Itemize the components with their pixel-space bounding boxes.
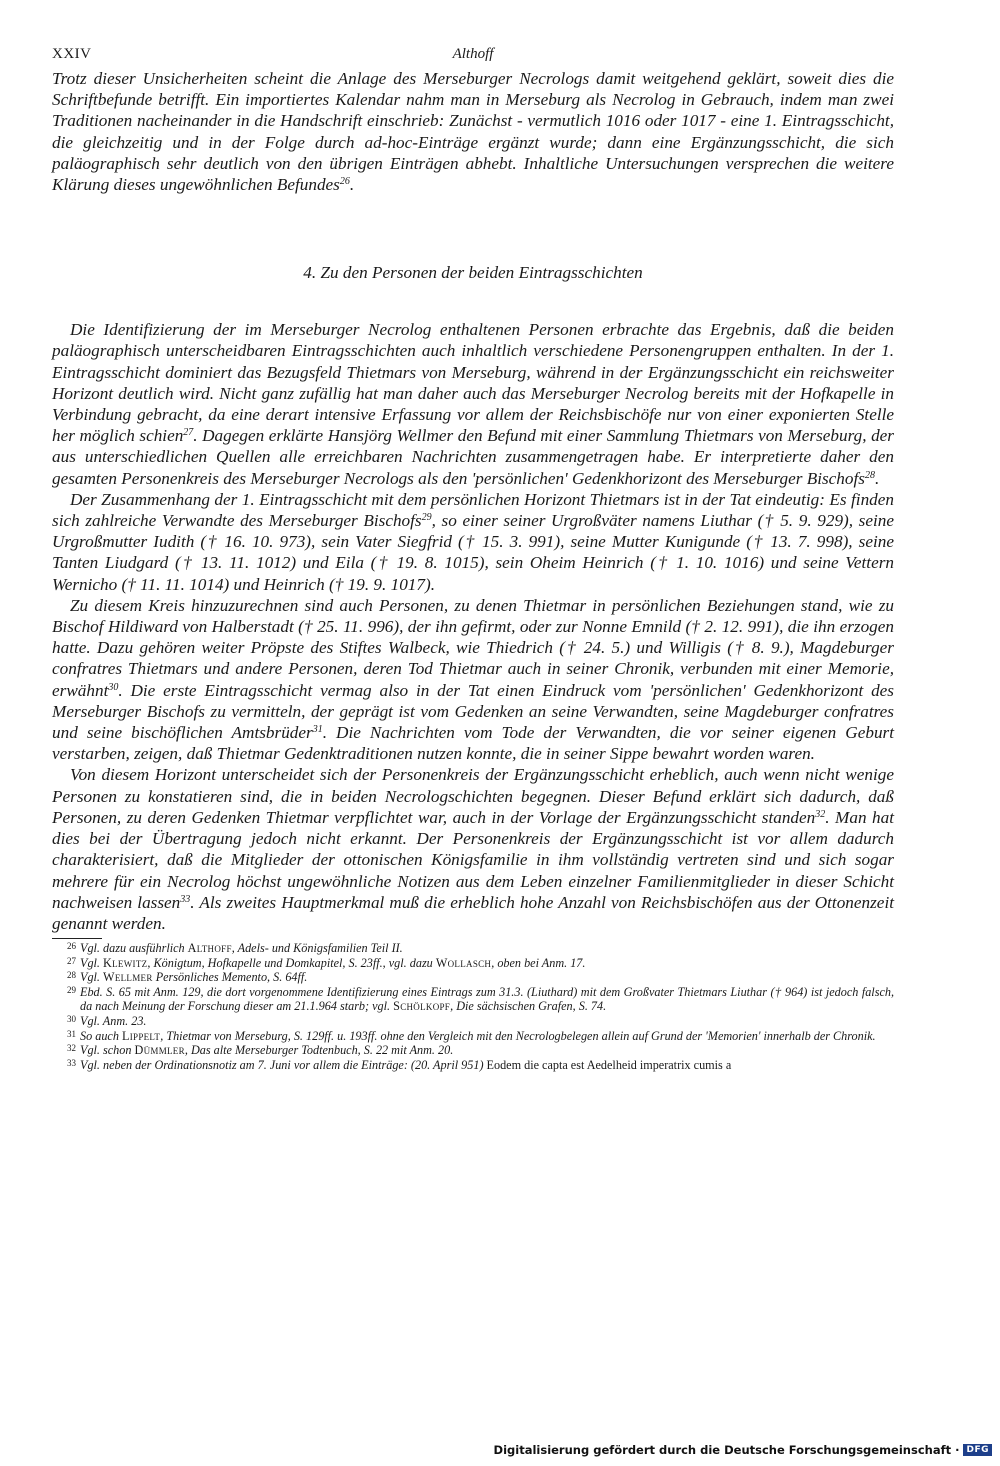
footnote: 27 Vgl. Klewitz, Königtum, Hofkapelle und Domkapitel, S. 23ff., vgl. dazu Wollasch, oben bei Anm. 17. bbox=[67, 955, 586, 970]
footnote-divider bbox=[52, 938, 102, 939]
page bbox=[52, 46, 894, 1072]
footnote: 30 Vgl. Anm. 23. bbox=[67, 1014, 147, 1029]
footnote: 26 Vgl. dazu ausführlich Althoff, Adels- und Königsfamilien Teil II. bbox=[67, 941, 403, 956]
footnote: 31 So auch Lippelt, Thietmar von Merseburg, S. 129ff. u. 193ff. ohne den Vergleich mit den Necrologbelegen allein auf Grund der 'Memorien' innerhalb der Chronik. bbox=[67, 1028, 876, 1043]
paragraph-4: Von diesem Horizont unterscheidet sich der Personenkreis der Ergänzungsschicht erheblich, auch wenn nicht wenige Personen zu konstatieren sind, die in beiden Necrologschichten begegnen. Dieser Befund erklärt sich dadurch, daß Personen, zu deren Gedenken Thietmar verpflichtet war, auch in der Vorlage der Ergänzungsschicht standen$^{32}$. Man hat dies bei der Übertragung jedoch nicht erkannt. Der Personenkreis der Ergänzungsschicht ist vor allem dadurch charakterisiert, daß die Mitglieder der ottonischen Königsfamilie in ihm vollständig vertreten sind und sich sogar mehrere für ein Necrolog höchst ungewöhnliche Notizen aus dem Leben einzelner Familienmitglieder in dieser Schicht nachweisen lassen$^{33}$. Als zweites Hauptmerkmal muß die erheblich hohe Anzahl von Reichsbischöfen aus der Ottonenzeit genannt werden. bbox=[52, 765, 894, 933]
footnote-ref[interactable]: 32 bbox=[815, 808, 826, 820]
digitization-footer bbox=[494, 1442, 992, 1458]
footnote-ref[interactable]: 33 bbox=[180, 893, 191, 905]
footnote: 32 Vgl. schon Dümmler, Das alte Merseburger Todtenbuch, S. 22 mit Anm. 20. bbox=[67, 1043, 454, 1058]
footnote-ref[interactable]: 26 bbox=[339, 176, 350, 188]
footer-text: Digitalisierung gefördert durch die Deutsche Forschungsgemeinschaft · bbox=[493, 1443, 960, 1457]
footnote-ref[interactable]: 30 bbox=[108, 681, 119, 693]
footnote-ref[interactable]: 27 bbox=[183, 427, 194, 439]
paragraph-1: Die Identifizierung der im Merseburger Necrolog enthaltenen Personen erbrachte das Ergebnis, daß die beiden paläographisch unterscheidbaren Eintragsschichten auch inhaltlich verschiedene Personengruppen enthalten. In der 1. Eintragsschicht dominiert das Bezugsfeld Thietmars von Merseburg, während in der Ergänzungsschicht ein reichsweiter Horizont deutlich wird. Nicht ganz zufällig hat man daher auch das Merseburger Necrolog bereits mit der Hofkapelle in Verbindung gebracht, da eine derart intensive Erfassung vor allem der Reichsbischöfe nur von einer exponierten Stelle her möglich schien$^{27}$. Dagegen erklärte Hansjörg Wellmer den Befund mit einer Sammlung Thietmars von Merseburg, der aus unterschiedlichen Quellen alle erreichbaren Nachrichten zusammengetragen habe. Er interpretierte daher den gesamten Personenkreis des Merseburger Necrologs als den 'persönlichen' Gedenkhorizont des Merseburger Bischofs$^{28}$. bbox=[52, 320, 894, 488]
intro-paragraph: Trotz dieser Unsicherheiten scheint die Anlage des Merseburger Necrologs damit weitgehend geklärt, soweit dies die Schriftbefunde betrifft. Ein importiertes Kalendar nahm man in Merseburg als Necrolog in Gebrauch, indem man zwei Traditionen nacheinander in die Handschrift einschrieb: Zunächst - vermutlich 1016 oder 1017 - eine 1. Eintragsschicht, die gleichzeitig und in der Folge durch ad-hoc-Einträge ergänzt wurde; dann eine Ergänzungsschicht, die sich paläographisch sehr deutlich von den übrigen Einträgen abhebt. Inhaltliche Untersuchungen versprechen die weitere Klärung dieses ungewöhnlichen Befundes$^{26}$. bbox=[52, 69, 894, 195]
paragraph-3: Zu diesem Kreis hinzuzurechnen sind auch Personen, zu denen Thietmar in persönlichen Beziehungen stand, wie zu Bischof Hildiward von Halberstadt († 25. 11. 996), der ihn gefirmt, oder zur Nonne Emnild († 2. 12. 991), die ihn erzogen hatte. Dazu gehören weiter Pröpste des Stiftes Walbeck, wie Thiedrich († 24. 5.) und Willigis († 8. 9.), Magdeburger confratres Thietmars und andere Personen, deren Tod Thietmar auch in seiner Chronik, verbunden mit einer Memorie, erwähnt$^{30}$. Die erste Eintragsschicht vermag also in der Tat einen Eindruck vom 'persönlichen' Gedenkhorizont des Merseburger Bischofs zu vermitteln, der geprägt ist vom Gedenken an seine Verwandten, seine Magdeburger confratres und seine bischöflichen Amtsbrüder$^{31}$. Die Nachrichten vom Tode der Verwandten, die vor seiner eigenen Geburt verstarben, zeigen, daß Thietmar Gedenktraditionen nutzen konnte, die in seiner Sippe bewahrt worden waren. bbox=[52, 595, 894, 764]
footnotes bbox=[52, 941, 894, 1072]
footnote: 28 Vgl. Wellmer Persönliches Memento, S. 64ff. bbox=[67, 970, 308, 985]
footnote-ref[interactable]: 29 bbox=[421, 512, 432, 524]
footnote: 29 Ebd. S. 65 mit Anm. 129, die dort vorgenommene Identifizierung eines Eintrags zum 31.3. (Liuthard) mit dem Großvater Thietmars Liuthar († 964) ist jedoch falsch, da nach Meinung der Forschung dieser am 21.1.964 starb; vgl. Schölkopf, Die sächsischen Grafen, S. 74. bbox=[67, 984, 894, 1014]
section-heading: 4. Zu den Personen der beiden Eintragsschichten bbox=[303, 263, 643, 283]
page-header bbox=[52, 46, 894, 68]
page-number: XXIV bbox=[52, 46, 92, 62]
footnote: 33 Vgl. neben der Ordinationsnotiz am 7. Juni vor allem die Einträge: (20. April 951) Eodem die capta est Aedelheid imperatrix cumis a bbox=[67, 1057, 732, 1072]
dfg-logo: DFG bbox=[963, 1444, 992, 1456]
running-title: Althoff bbox=[452, 46, 494, 62]
footnote-ref[interactable]: 31 bbox=[312, 724, 323, 736]
paragraph-2: Der Zusammenhang der 1. Eintragsschicht mit dem persönlichen Horizont Thietmars ist in der Tat eindeutig: Es finden sich zahlreiche Verwandte des Merseburger Bischofs$^{29}$, so einer seiner Urgroßväter namens Liuthar († 5. 9. 929), seine Urgroßmutter Iudith († 16. 10. 973), sein Vater Siegfrid († 15. 3. 991), seine Mutter Kunigunde († 13. 7. 998), seine Tanten Liudgard († 13. 11. 1012) und Eila († 19. 8. 1015), sein Oheim Heinrich († 1. 10. 1016) und seine Vettern Wernicho († 11. 11. 1014) und Heinrich († 19. 9. 1017). bbox=[52, 489, 894, 594]
footnote-ref[interactable]: 28 bbox=[864, 469, 875, 481]
